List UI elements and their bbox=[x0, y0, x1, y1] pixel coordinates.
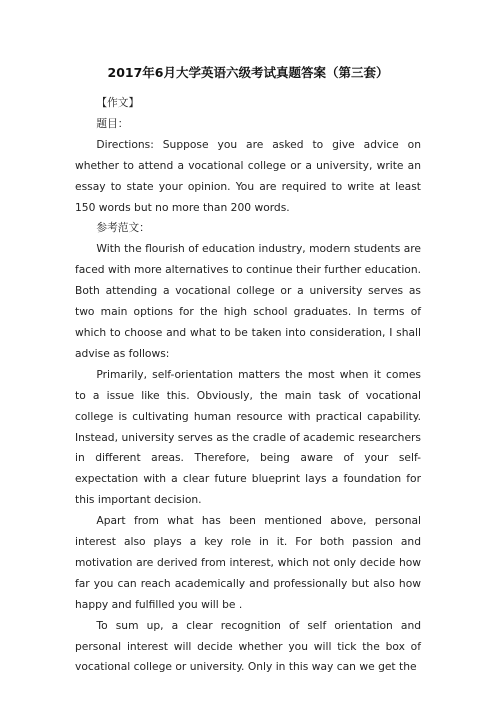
document-title: 2017年6月大学英语六级考试真题答案（第三套） bbox=[107, 65, 389, 80]
section-label: 【作文】 bbox=[96, 96, 140, 109]
essay-paragraph: To sum up, a clear recognition of self orientation and personal interest will decide whether you will tick the box of vocational college or university. Only in this way can we get the bbox=[75, 618, 421, 674]
essay-paragraph: With the flourish of education industry, modern students are faced with more alternatives to continue their further education. Both attending a vocational college or a university serves as two main options for the high school graduates. In terms of which to choose and what to be taken into consideration, I shall advise as follows: bbox=[75, 242, 421, 360]
prompt-label: 题目： bbox=[96, 116, 129, 130]
prompt-paragraph: Directions: Suppose you are asked to give advice on whether to attend a vocational college or a university, write an essay to state your opinion. You are required to write at least 150 words but no more than 200 words. bbox=[75, 137, 421, 214]
essay-paragraph: Apart from what has been mentioned above, personal interest also plays a key role in it. For both passion and motivation are derived from interest, which not only decide how far you can reach academically and professionally but also how happy and fulfilled you will be . bbox=[75, 514, 421, 611]
essay-paragraph: Primarily, self-orientation matters the most when it comes to a issue like this. Obviously, the main task of vocational college is cultivating human resource with practical capability. Instead, university serves as the cradle of academic researchers in different areas. Therefore, being aware of your self-expectation with a clear future blueprint lays a foundation for this important decision. bbox=[75, 367, 421, 507]
sample-label: 参考范文： bbox=[96, 221, 150, 235]
document-body bbox=[75, 93, 421, 678]
